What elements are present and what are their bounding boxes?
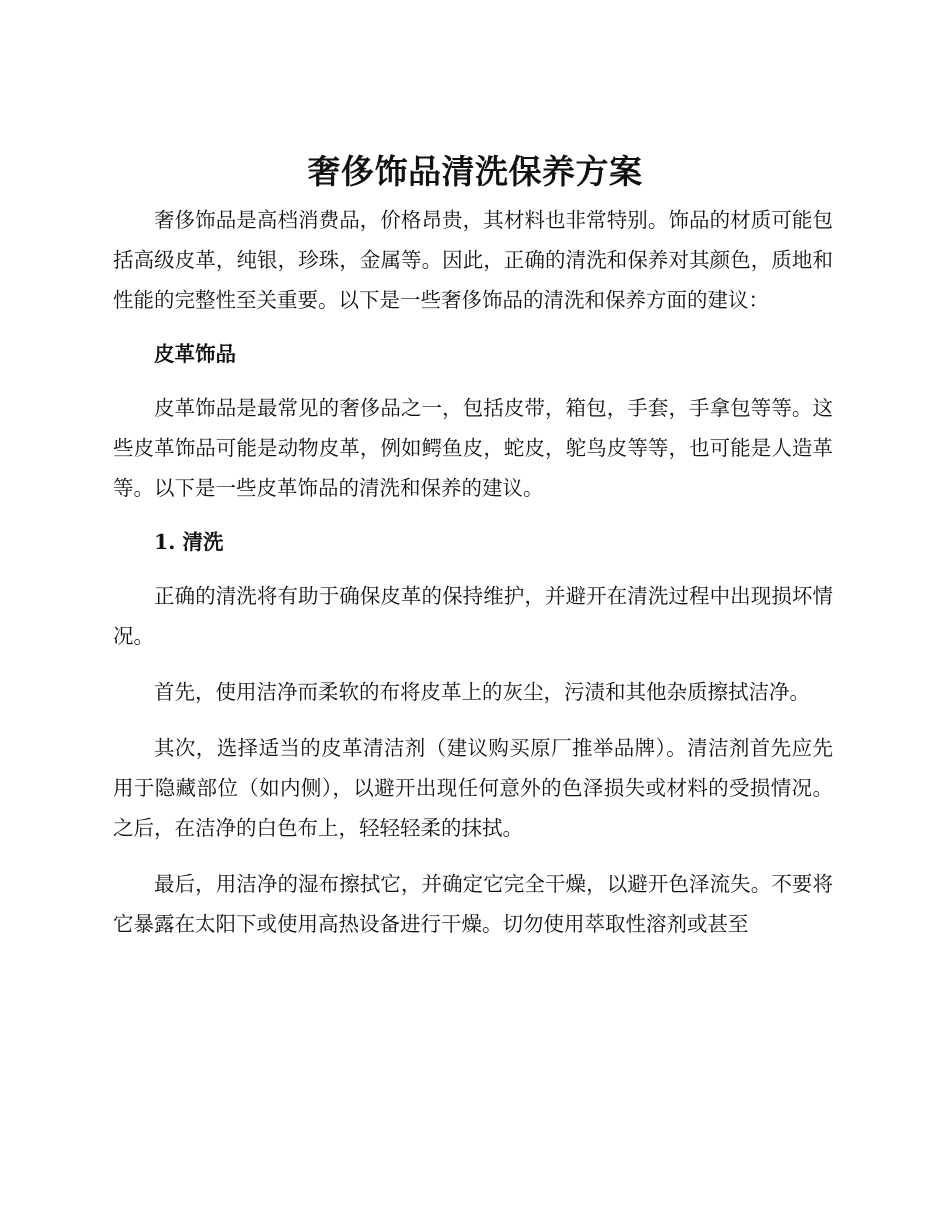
spacer — [113, 508, 833, 522]
spacer — [113, 712, 833, 728]
spacer — [113, 320, 833, 334]
cleaning-paragraph-3: 其次，选择适当的皮革清洁剂（建议购买原厂推举品牌）。清洁剂首先应先用于隐藏部位（如内侧），以避开出现任何意外的色泽损失或材料的受损情况。之后，在洁净的白色布上，轻轻轻柔的抹拭。 — [113, 736, 833, 840]
subsection-heading-cleaning: 1. 清洗 — [154, 530, 224, 554]
cleaning-paragraph-1: 正确的清洗将有助于确保皮革的保持维护，并避开在清洗过程中出现损坏情况。 — [113, 584, 833, 648]
spacer — [113, 374, 833, 388]
spacer — [113, 562, 833, 576]
document-title: 奢侈饰品清洗保养方案 — [307, 152, 643, 191]
spacer — [113, 848, 833, 864]
intro-paragraph: 奢侈饰品是高档消费品，价格昂贵，其材料也非常特别。饰品的材质可能包括高级皮革，纯银，珍珠，金属等。因此，正确的清洗和保养对其颜色，质地和性能的完整性至关重要。以下是一些奢侈饰品的清洗和保养方面的建议： — [113, 208, 833, 312]
cleaning-paragraph-4: 最后，用洁净的湿布擦拭它，并确定它完全干燥，以避开色泽流失。不要将它暴露在太阳下或使用高热设备进行干燥。切勿使用萃取性溶剂或甚至 — [113, 872, 833, 936]
leather-intro-paragraph: 皮革饰品是最常见的奢侈品之一，包括皮带，箱包，手套，手拿包等等。这些皮革饰品可能是动物皮革，例如鳄鱼皮，蛇皮，鸵鸟皮等等，也可能是人造革等。以下是一些皮革饰品的清洗和保养的建议。 — [113, 396, 833, 500]
section-heading-leather: 皮革饰品 — [154, 342, 236, 366]
document-body — [113, 200, 833, 944]
cleaning-paragraph-2: 首先，使用洁净而柔软的布将皮革上的灰尘，污渍和其他杂质擦拭洁净。 — [154, 680, 810, 704]
spacer — [113, 656, 833, 672]
